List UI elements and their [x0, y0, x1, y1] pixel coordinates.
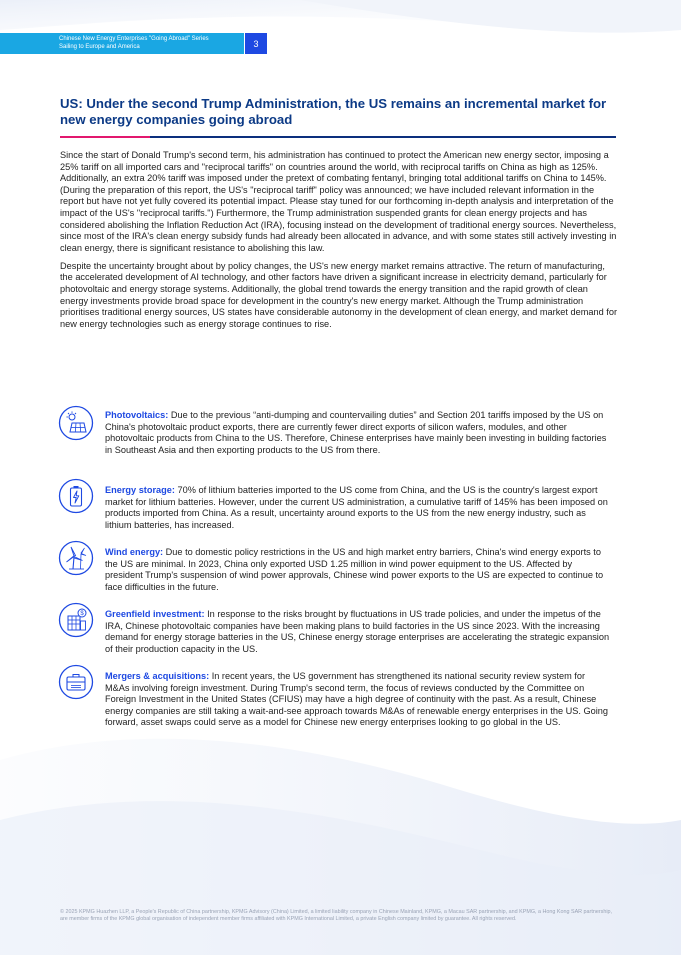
page-number: 3 [245, 33, 267, 54]
battery-icon [58, 478, 94, 514]
topic-body: In response to the risks brought by fluctuations in US trade policies, and under the impetus of the IRA, Chinese photovoltaic companies have been making plans to build factories in the US since 2023. With the increasing demand for energy storage batteries in the US, Chinese energy storage enterprises are accelerating the strategic expansion of their production capacity in the US. [105, 609, 610, 654]
svg-text:$: $ [80, 611, 84, 618]
page-title: US: Under the second Trump Administration, the US remains an incremental market for new energy companies going abroad [60, 96, 607, 127]
title-rule-accent [60, 136, 150, 138]
topic-label: Mergers & acquisitions: [105, 671, 210, 681]
topic-list [58, 405, 618, 728]
topic-photovoltaics [58, 405, 618, 456]
topic-text [105, 671, 611, 729]
investment-building-icon [58, 602, 94, 638]
topic-body: 70% of lithium batteries imported to the US come from China, and the US is the country's largest export market for lithium batteries. However, under the current US administration, a cumulative tariff of 145% has been imposed on products imported from China. As a result, uncertainty around exports to the US from the new energy industry, such as lithium batteries, has increased. [105, 485, 608, 530]
topic-label: Greenfield investment: [105, 609, 205, 619]
topic-label: Energy storage: [105, 485, 175, 495]
header-text [59, 36, 239, 51]
topic-label: Wind energy: [105, 547, 164, 557]
wind-turbine-icon [58, 540, 94, 576]
topic-text [105, 410, 611, 456]
solar-panel-icon [58, 405, 94, 441]
topic-greenfield-investment [58, 602, 611, 655]
topic-text [105, 547, 611, 593]
briefcase-icon [58, 664, 94, 700]
paragraph-2: Despite the uncertainty brought about by policy changes, the US's new energy market remains attractive. The return of manufacturing, the accelerated development of AI technology, and other factors have driven a significant increase in electricity demand, particularly for photovoltaic and energy storage systems. Additionally, the global trend towards the energy transition and the rapid growth of clean energy investments provide broad space for development in the country's new energy market. Although the Trump administration prioritises traditional energy sources, US states have considerable autonomy in the development of clean energy, and market demand for new energy technologies such as energy storage continues to rise. [60, 260, 618, 329]
topic-label: Photovoltaics: [105, 410, 169, 420]
series-subtitle: Sailing to Europe and America [59, 43, 140, 50]
series-title: Chinese New Energy Enterprises "Going Abroad" Series [59, 36, 209, 42]
topic-text [105, 485, 611, 531]
topic-body: Due to domestic policy restrictions in the US and high market entry barriers, China's wind energy exports to the US are minimal. In 2023, China only exported USD 1.25 million in wind power equipment to the US. Affected by president Trump's suspension of wind power approvals, Chinese wind power exports to the US are expected to continue to face difficulties in the future. [105, 547, 604, 592]
topic-wind-energy [58, 540, 611, 593]
topic-mergers-acquisitions [58, 664, 611, 729]
footer-copyright: © 2025 KPMG Huazhen LLP, a People's Republic of China partnership, KPMG Advisory (China) Limited, a limited liability company in Chinese Mainland, KPMG, a Macau SAR partnership, and KPMG, a Hong Kong SAR partnership, are member firms of the KPMG global organisation of independent member firms affiliated with KPMG International Limited, a private English company limited by guarantee. All rights reserved. [60, 909, 613, 922]
topic-body: Due to the previous “anti-dumping and countervailing duties” and Section 201 tariffs imposed by the US on China's photovoltaic product exports, there are currently fewer direct exports of silicon wafers, modules, and other photovoltaic products from China to the US. Therefore, Chinese enterprises have mainly been investing in building factories in Southeast Asia and then exporting products to the US from there. [105, 410, 607, 455]
body-text [60, 150, 618, 337]
topic-energy-storage [58, 478, 611, 531]
topic-text [105, 609, 611, 655]
topic-body: In recent years, the US government has strengthened its national security review system for M&As involving foreign investment. During Trump's second term, the focus of reviews conducted by the Committee on Foreign Investment in the United States (CFIUS) may have a high degree of continuity with the past. As a result, Chinese energy companies are still taking a wait-and-see approach towards M&As of renewable energy enterprises in the US. Going forward, asset swaps could serve as a model for Chinese new energy enterprises looking to go global in the US. [105, 671, 609, 728]
paragraph-1: Since the start of Donald Trump's second term, his administration has continued to protect the American new energy sector, imposing a 25% tariff on all imported cars and "reciprocal tariffs" on countries around the world, with reciprocal tariffs on China as high as 125%. Additionally, an extra 20% tariff was imposed under the pretext of combating fentanyl, bringing total additional tariffs on China to 145%. (During the preparation of this report, the US's "reciprocal tariff" policy was announced; we have included relevant information in the report but have not yet fully covered its potential impact. Please stay tuned for our forthcoming in-depth analysis and interpretation of the impact of the US's "reciprocal tariffs.") Furthermore, the Trump administration suspended grants for clean energy projects and has considered abolishing the Inflation Reduction Act (IRA), focusing instead on the development of traditional energy sources. Nevertheless, since most of the IRA's clean energy subsidy funds had already been allocated in advance, and with some states still actively investing in clean energy, there is significant resistance to abolishing this law. [60, 150, 617, 253]
